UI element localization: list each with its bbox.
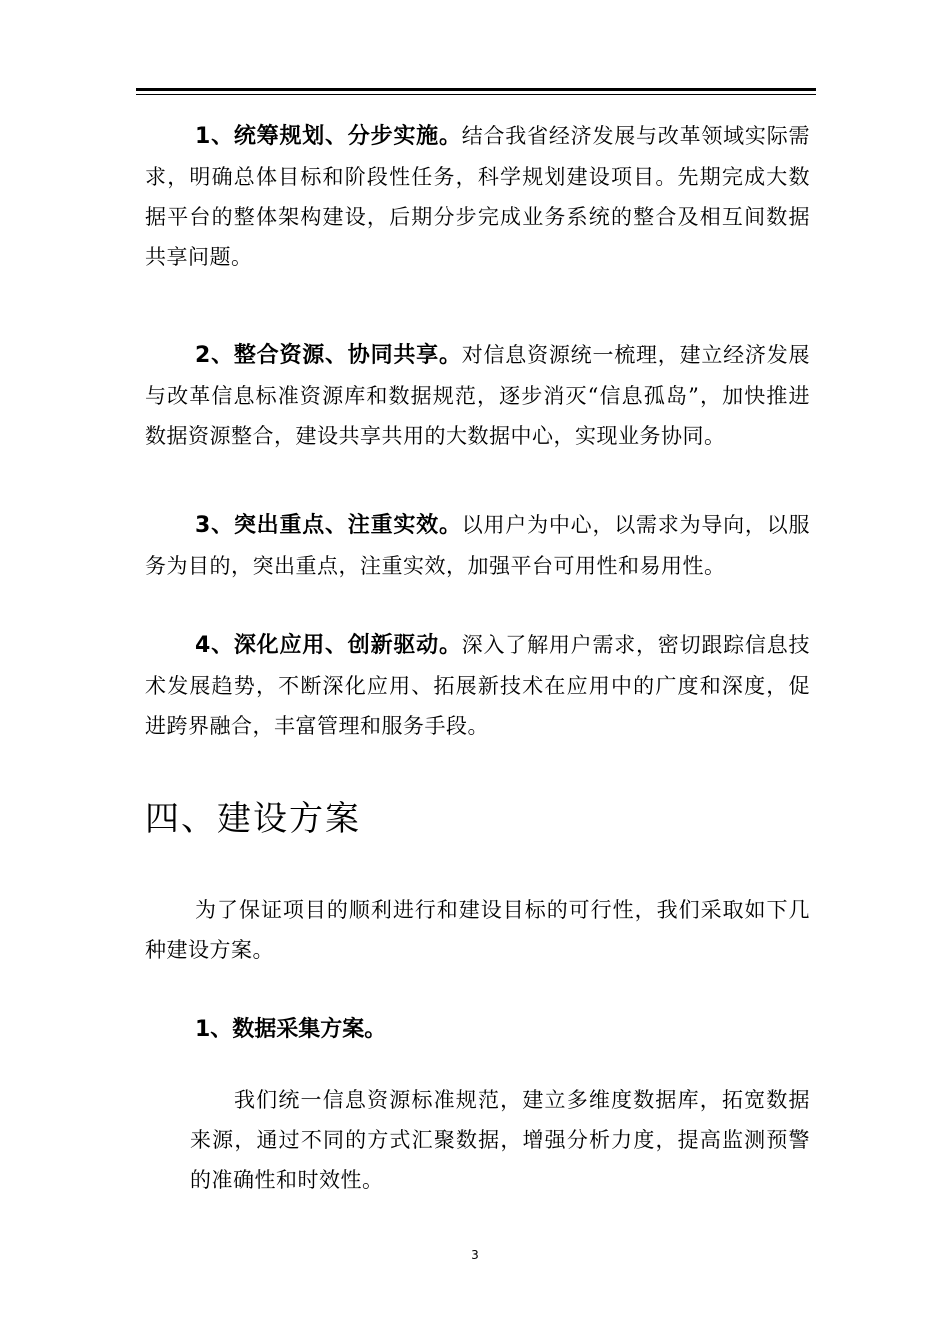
principle-text-4: 深入了解用户需求，密切跟踪信息技术发展趋势，不断深化应用、拓展新技术在应用中的广度和深度，促进跨界融合，丰富管理和服务手段。 <box>145 633 811 738</box>
principle-heading-3: 3、突出重点、注重实效。 <box>195 513 462 538</box>
subsection-heading: 1、数据采集方案。 <box>195 1017 387 1042</box>
page-number: 3 <box>471 1248 479 1262</box>
header-rule-thick <box>136 88 816 91</box>
header-rule-thin <box>136 94 816 95</box>
principle-heading-2: 2、整合资源、协同共享。 <box>195 343 462 368</box>
principle-paragraph-3 <box>145 505 810 586</box>
principle-text-2: 对信息资源统一梳理，建立经济发展与改革信息标准资源库和数据规范，逐步消灭“信息孤岛”，加快推进数据资源整合，建设共享共用的大数据中心，实现业务协同。 <box>145 343 811 448</box>
principle-heading-1: 1、统筹规划、分步实施。 <box>195 124 462 149</box>
principle-text-1: 结合我省经济发展与改革领域实际需求，明确总体目标和阶段性任务，科学规划建设项目。先期完成大数据平台的整体架构建设，后期分步完成业务系统的整合及相互间数据共享问题。 <box>145 124 811 269</box>
principle-paragraph-4 <box>145 625 810 746</box>
section-intro: 为了保证项目的顺利进行和建设目标的可行性，我们采取如下几种建设方案。 <box>145 898 810 962</box>
principle-text-3: 以用户为中心，以需求为导向，以服务为目的，突出重点，注重实效，加强平台可用性和易用性。 <box>145 513 811 578</box>
subsection-text: 我们统一信息资源标准规范，建立多维度数据库，拓宽数据来源，通过不同的方式汇聚数据，增强分析力度，提高监测预警的准确性和时效性。 <box>190 1088 810 1192</box>
principle-paragraph-1 <box>145 116 810 277</box>
principle-heading-4: 4、深化应用、创新驱动。 <box>195 633 462 658</box>
principle-paragraph-2 <box>145 335 810 456</box>
section-title: 四、建设方案 <box>145 799 361 839</box>
